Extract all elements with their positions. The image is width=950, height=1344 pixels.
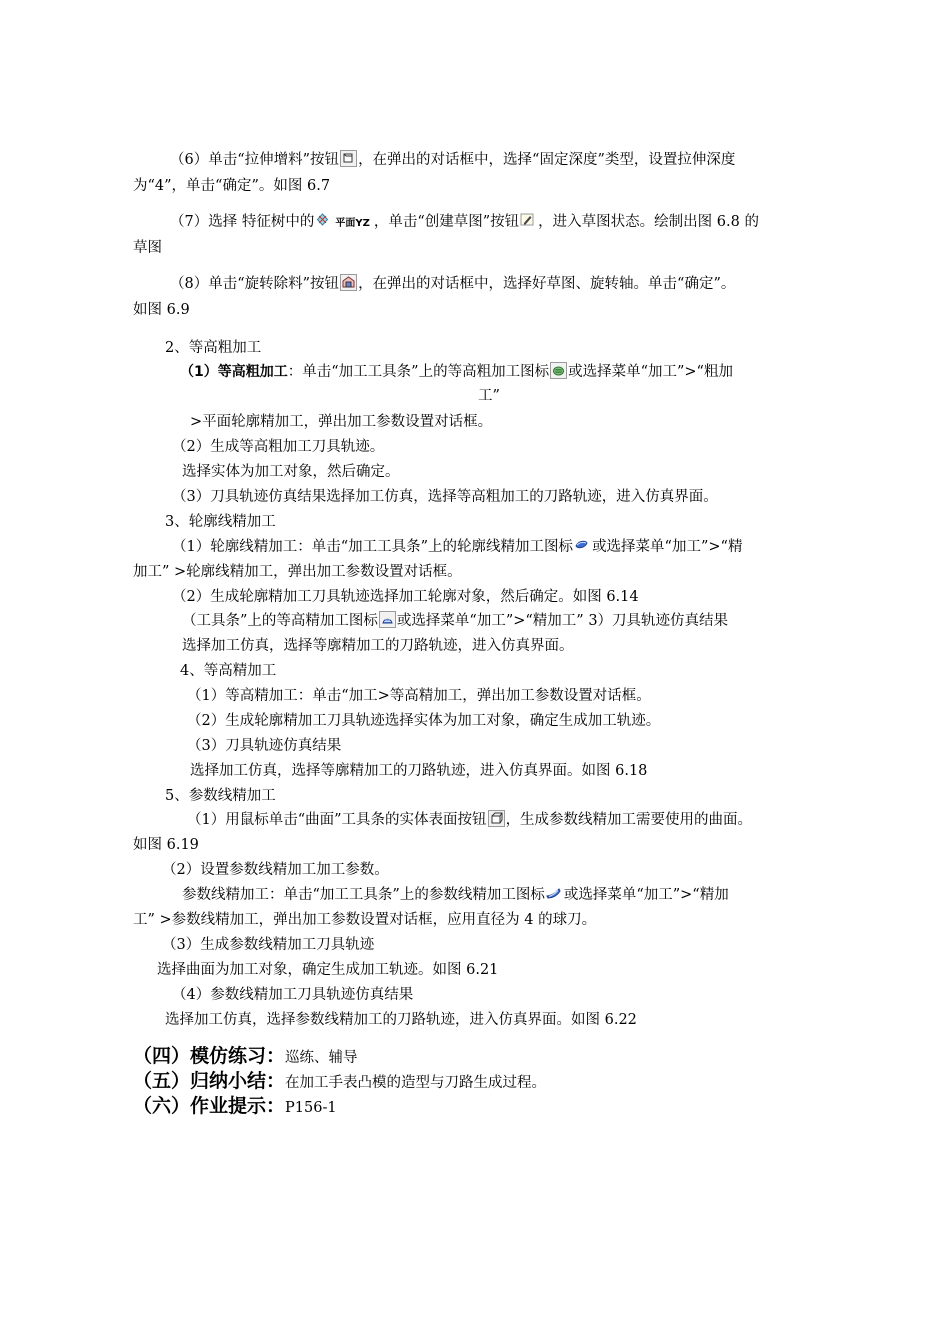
section-3-item-3: （工具条”上的等高精加工图标 或选择菜单“加工”>“精加工” 3）刀具轨迹仿真结果 [182, 613, 729, 629]
step-8-line-2: 如图 6.9 [133, 302, 190, 318]
section-2-title: 2、等高粗加工 [165, 340, 262, 356]
step-6-line-2: 为“4”，单击“确定”。如图 6.7 [133, 178, 331, 194]
section-3-item-1: （1）轮廓线精加工：单击“加工工具条”上的轮廓线精加工图标 或选择菜单“加工”>“精 [172, 539, 743, 555]
section-3-item-4: 选择加工仿真，选择等廓精加工的刀路轨迹，进入仿真界面。 [182, 638, 574, 654]
step-6-text: （6）单击“拉伸增料”按钮 [170, 152, 340, 168]
section-5-item-3: 参数线精加工：单击“加工工具条”上的参数线精加工图标 或选择菜单“加工”>“精加 [182, 887, 729, 903]
section-2-item-3: （3）刀具轨迹仿真结果选择加工仿真，选择等高粗加工的刀路轨迹，进入仿真界面。 [172, 489, 718, 505]
step-7-line-2: 草图 [133, 240, 162, 256]
section-homework-heading: （六）作业提示： [133, 1095, 286, 1117]
section-3-item-2: （2）生成轮廓精加工刀具轨迹选择加工轮廓对象，然后确定。如图 6.14 [172, 589, 639, 605]
section-5-item-1-cont: 如图 6.19 [133, 837, 199, 853]
section-5-item-6: （4）参数线精加工刀具轨迹仿真结果 [172, 987, 414, 1003]
section-4-item-4: 选择加工仿真，选择等廓精加工的刀路轨迹，进入仿真界面。如图 6.18 [190, 763, 648, 779]
z-level-finish-icon [379, 611, 396, 628]
revolve-cut-icon [340, 274, 357, 291]
contour-finish-icon [574, 537, 591, 554]
step-6-line-1: （6）单击“拉伸增料”按钮 ，在弹出的对话框中，选择“固定深度”类型，设置拉伸深度 [170, 152, 736, 168]
section-4-item-1: （1）等高精加工：单击“加工>等高精加工，弹出加工参数设置对话框。 [187, 688, 651, 704]
section-2-item-1: （1）等高粗加工：单击“加工工具条”上的等高粗加工图标 或选择菜单“加工”>“粗加 [180, 364, 733, 380]
extrude-add-icon [340, 150, 357, 167]
section-3-item-1-cont: 加工” >轮廓线精加工，弹出加工参数设置对话框。 [133, 564, 462, 580]
z-level-rough-icon [550, 362, 567, 379]
section-homework-text: P156-1 [285, 1100, 337, 1116]
section-5-item-3-cont: 工” >参数线精加工，弹出加工参数设置对话框，应用直径为 4 的球刀。 [133, 912, 597, 928]
feature-tree-plane-icon [315, 212, 332, 229]
section-practice-heading: （四）模仿练习： [133, 1045, 286, 1067]
section-practice [133, 1045, 358, 1069]
create-sketch-icon [520, 212, 537, 229]
section-5-item-7: 选择加工仿真，选择参数线精加工的刀路轨迹，进入仿真界面。如图 6.22 [165, 1012, 637, 1028]
section-5-item-2: （2）设置参数线精加工加工参数。 [162, 862, 389, 878]
section-homework [133, 1095, 337, 1119]
step-8-line-1: （8）单击“旋转除料”按钮 ，在弹出的对话框中，选择好草图、旋转轴。单击“确定”。 [170, 276, 736, 292]
section-summary-heading: （五）归纳小结： [133, 1070, 286, 1092]
section-2-item-1-wrap: 工” [478, 388, 500, 404]
section-4-item-2: （2）生成轮廓精加工刀具轨迹选择实体为加工对象，确定生成加工轨迹。 [187, 713, 661, 729]
section-5-item-5: 选择曲面为加工对象，确定生成加工轨迹。如图 6.21 [157, 962, 499, 978]
feature-tree-plane-label: 平面YZ [335, 218, 370, 229]
step-7-line-1: （7）选择 特征树中的 平面YZ ，单击“创建草图”按钮 ，进入草图状态。绘制出图 6.8 的 [170, 214, 759, 230]
section-5-title: 5、参数线精加工 [165, 788, 276, 804]
section-3-title: 3、轮廓线精加工 [165, 514, 276, 530]
section-2-item-2: （2）生成等高粗加工刀具轨迹。 [172, 439, 385, 455]
section-5-item-4: （3）生成参数线精加工刀具轨迹 [162, 937, 375, 953]
section-5-item-1: （1）用鼠标单击“曲面”工具条的实体表面按钮 ，生成参数线精加工需要使用的曲面。 [187, 812, 753, 828]
parameter-line-finish-icon [546, 885, 563, 902]
section-practice-text: 巡练、辅导 [285, 1050, 358, 1066]
section-2-item-1-cont: >平面轮廓精加工，弹出加工参数设置对话框。 [190, 414, 493, 430]
section-summary [133, 1070, 546, 1094]
section-2-item-2-cont: 选择实体为加工对象，然后确定。 [182, 464, 400, 480]
section-4-item-3: （3）刀具轨迹仿真结果 [187, 738, 342, 754]
solid-surface-icon [488, 810, 505, 827]
section-summary-text: 在加工手表凸模的造型与刀路生成过程。 [285, 1075, 547, 1091]
section-4-title: 4、等高精加工 [180, 663, 277, 679]
